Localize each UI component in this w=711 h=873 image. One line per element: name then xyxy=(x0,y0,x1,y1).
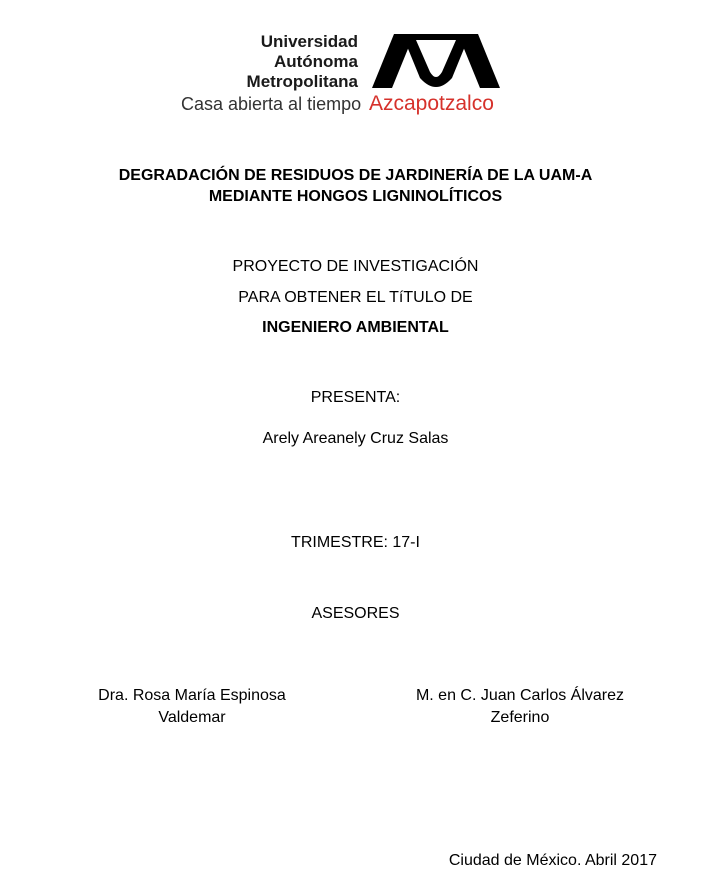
logo-line: Metropolitana xyxy=(246,72,358,91)
presenta-label: PRESENTA: xyxy=(310,389,401,406)
advisor-name: Dra. Rosa María Espinosa xyxy=(98,687,286,704)
logo-tagline: Casa abierta al tiempo xyxy=(181,94,362,114)
university-name xyxy=(200,32,358,92)
uam-logo-icon xyxy=(372,34,500,88)
trimestre: TRIMESTRE: 17-I xyxy=(291,534,420,551)
logo-line: Universidad xyxy=(260,32,358,51)
degree: INGENIERO AMBIENTAL xyxy=(262,319,449,336)
title-line-2: MEDIANTE HONGOS LIGNINOLÍTICOS xyxy=(208,188,503,205)
advisor-name: Valdemar xyxy=(158,709,226,726)
logo-campus: Azcapotzalco xyxy=(369,92,494,115)
title-line-1: DEGRADACIÓN DE RESIDUOS DE JARDINERÍA DE LA UAM-A xyxy=(118,167,593,184)
project-line-2: PARA OBTENER EL TíTULO DE xyxy=(238,289,473,306)
advisor-name: Zeferino xyxy=(490,709,550,726)
project-line-1: PROYECTO DE INVESTIGACIÓN xyxy=(232,258,479,275)
place-date: Ciudad de México. Abril 2017 xyxy=(448,852,657,869)
advisor-name: M. en C. Juan Carlos Álvarez xyxy=(415,687,625,704)
logo-line: Autónoma xyxy=(273,52,358,71)
advisor-2 xyxy=(390,685,650,729)
asesores-label: ASESORES xyxy=(311,605,400,622)
advisor-1 xyxy=(62,685,322,729)
author: Arely Areanely Cruz Salas xyxy=(262,430,449,447)
